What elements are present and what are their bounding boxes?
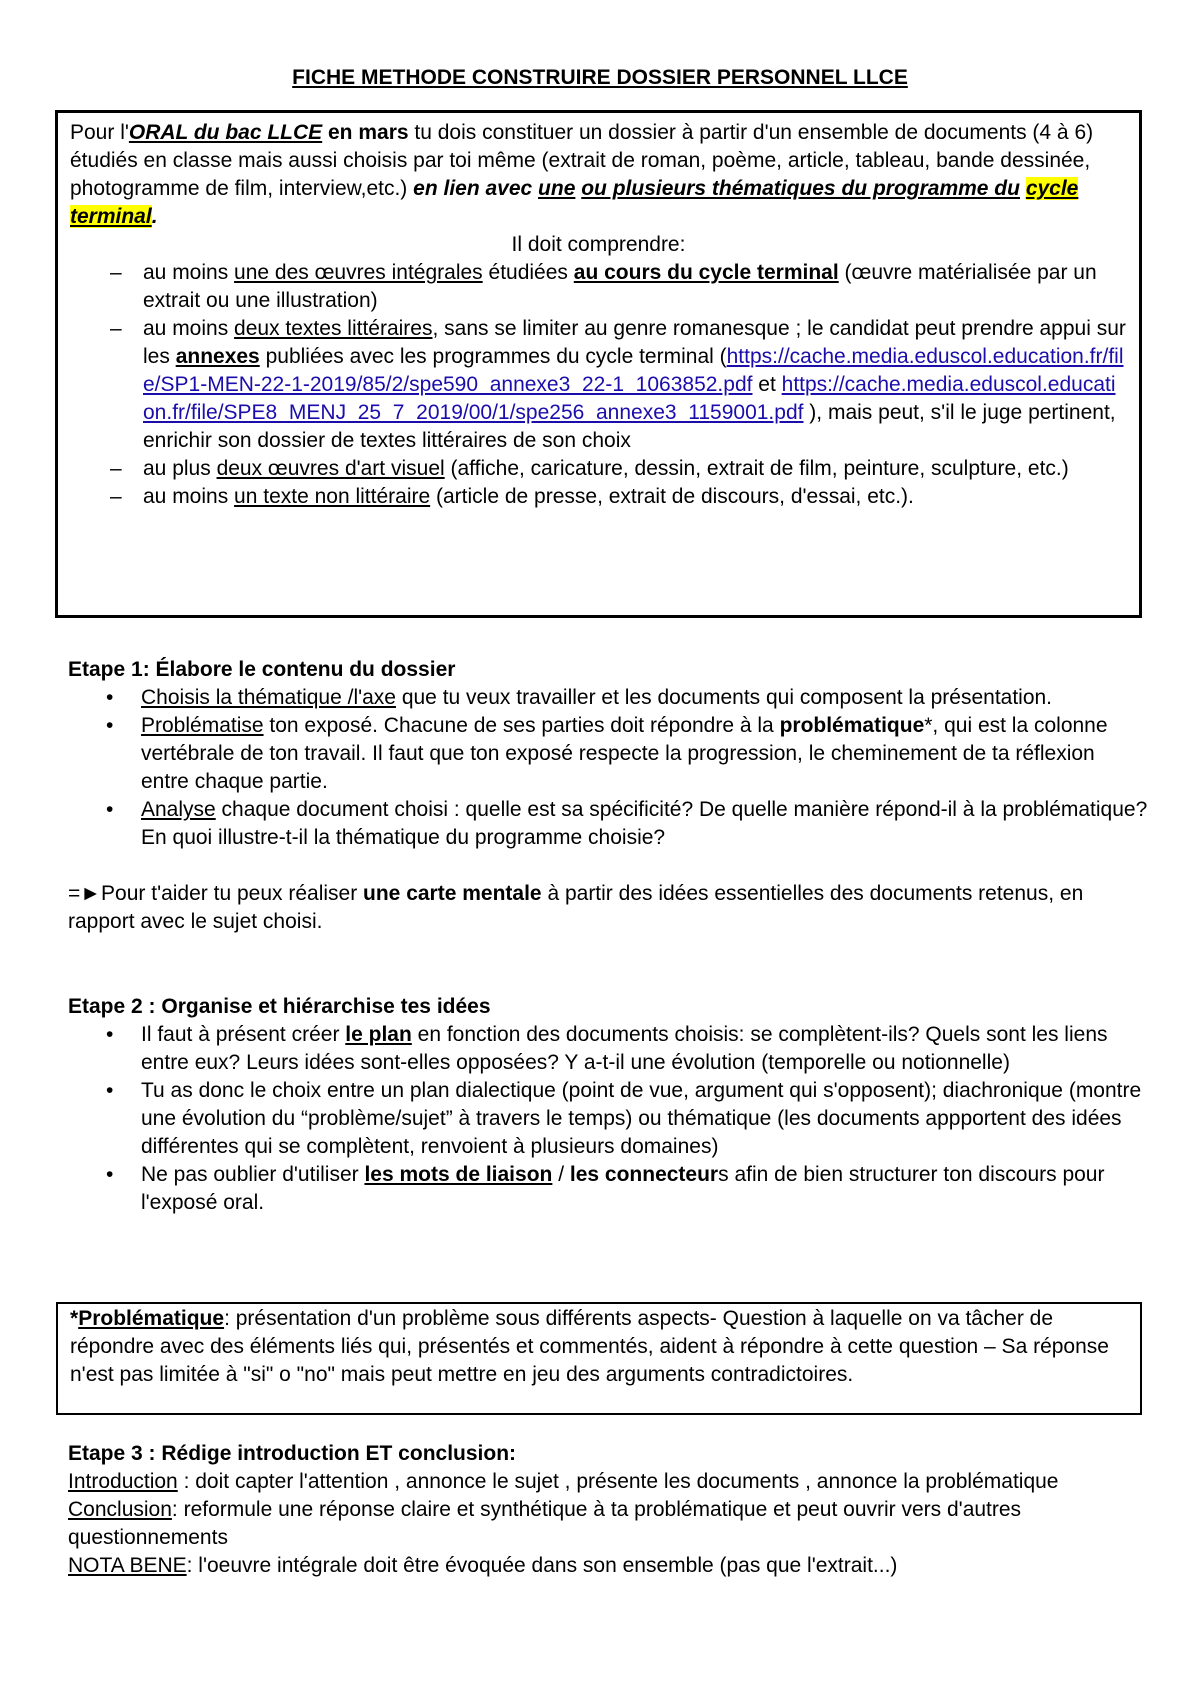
etape3-heading: Etape 3 : Rédige introduction ET conclusion: [68, 1442, 517, 1465]
underlined-text: deux textes littéraires [234, 317, 433, 340]
conclusion-line [68, 1496, 1148, 1552]
text: Tu as donc le choix entre un plan dialectique (point de vue, argument qui s'opposent); diachronique (montre une évolution du “problème/sujet” à travers le temps) ou thématique (les documents appportent des idées différentes qui se complètent, renvoient à plusieurs domaines) [141, 1079, 1142, 1158]
text [1020, 177, 1026, 200]
list-item [68, 712, 1148, 796]
bold-text: en mars [322, 121, 409, 144]
list-item [68, 1161, 1148, 1217]
text: =►Pour t'aider tu peux réaliser [68, 882, 364, 905]
underlined-text: ou plusieurs thématiques du programme du [581, 177, 1020, 200]
text: et [752, 373, 782, 396]
text: (œuvre matérialisée par un extrait ou une illustration) [143, 261, 1097, 312]
bullet-marker: • [106, 1163, 114, 1186]
underlined-text: une des œuvres intégrales [234, 261, 483, 284]
list-item [68, 1021, 1148, 1077]
etape2-section [68, 993, 1148, 1217]
list-item [70, 455, 1127, 483]
annexe-link-1[interactable]: https://cache.media.eduscol.education.fr/file/SP1-MEN-22-1-2019/85/2/spe590_annexe3_22-1_1063852.pdf [143, 345, 1124, 396]
annexe-link-2[interactable]: https://cache.media.eduscol.education.fr/file/SPE8_MENJ_25_7_2019/00/1/spe256_annexe3_1159001.pdf [143, 373, 1116, 424]
underlined-text: Introduction [68, 1470, 178, 1493]
text: : l'oeuvre intégrale doit être évoquée dans son ensemble (pas que l'extrait...) [186, 1554, 898, 1577]
list-item [68, 684, 1148, 712]
problematique-definition-box [56, 1302, 1142, 1415]
text: Il faut à présent créer [141, 1023, 346, 1046]
bold-underlined-text: les mots de liaison [364, 1163, 553, 1186]
etape2-list [68, 1021, 1148, 1217]
etape1-heading: Etape 1: Élabore le contenu du dossier [68, 658, 456, 681]
definition-paragraph [70, 1305, 1128, 1389]
text: *, qui est la colonne vertébrale de ton travail. Il faut que ton exposé respecte la progression, le cheminement de ta réflexion entre chaque partie. [141, 714, 1108, 793]
nota-bene-line [68, 1552, 1148, 1580]
etape1-list [68, 684, 1148, 852]
text: au moins [143, 261, 235, 284]
defined-term: Problématique [78, 1307, 225, 1330]
underlined-text: un texte non littéraire [234, 485, 431, 508]
text: : reformule une réponse claire et synthétique à ta problématique et peut ouvrir vers d'autres questionnements [68, 1498, 1022, 1549]
intro-paragraph [70, 119, 1127, 231]
bullet-marker: • [106, 798, 114, 821]
text: ton exposé. Chacune de ses parties doit répondre à la [263, 714, 780, 737]
text: tu dois constituer un dossier à partir d'un ensemble de documents (4 à 6) étudiés en classe mais aussi choisis par toi même (extrait de roman, poème, article, tableau, bande dessinée, photogramme de film, interview,etc.) [70, 121, 1094, 200]
bold-underlined-text: le plan [345, 1023, 412, 1046]
requirements-box [55, 110, 1142, 618]
text: (affiche, caricature, dessin, extrait de film, peinture, sculpture, etc.) [444, 457, 1069, 480]
text: s afin de bien structurer ton discours pour l'exposé oral. [141, 1163, 1105, 1214]
bullet-marker: • [106, 1023, 114, 1046]
text: chaque document choisi : quelle est sa spécificité? De quelle manière répond-il à la problématique? En quoi illustre-t-il la thématique du programme choisie? [141, 798, 1148, 849]
text: au plus [143, 457, 217, 480]
text: publiées avec les programmes du cycle terminal ( [259, 345, 727, 368]
bold-underlined-text: au cours du cycle terminal [573, 261, 839, 284]
list-item [70, 483, 1127, 511]
text: Ne pas oublier d'utiliser [141, 1163, 365, 1186]
text: : doit capter l'attention , annonce le sujet , présente les documents , annonce la problématique [177, 1470, 1059, 1493]
text: : présentation d'un problème sous différents aspects- Question à laquelle on va tâcher de répondre avec des éléments liés qui, présentés et commentés, aident à répondre à cette question – Sa réponse n'est pas limitée à "si" o "no" mais peut mettre en jeu des arguments contradictoires. [70, 1307, 1109, 1386]
text: ), mais peut, s'il le juge pertinent, enrichir son dossier de textes littéraires de son choix [143, 401, 1116, 452]
list-item [68, 1077, 1148, 1161]
oral-term: ORAL du bac LLCE [128, 121, 323, 144]
bold-text: les connecteur [569, 1163, 719, 1186]
dash-marker: – [110, 485, 122, 508]
text: au moins [143, 317, 235, 340]
bold-text: une carte mentale [363, 882, 542, 905]
underlined-text: Analyse [141, 798, 216, 821]
dash-marker: – [110, 317, 122, 340]
list-item [70, 315, 1127, 455]
text: / [552, 1163, 570, 1186]
bullet-marker: • [106, 686, 114, 709]
underlined-text: une [538, 177, 576, 200]
etape1-section [68, 656, 1148, 936]
introduction-line [68, 1468, 1148, 1496]
doit-line: Il doit comprendre: [511, 233, 686, 256]
text: (article de presse, extrait de discours, d'essai, etc.). [430, 485, 914, 508]
bold-italic-text: en lien avec [413, 177, 539, 200]
etape2-heading: Etape 2 : Organise et hiérarchise tes idées [68, 995, 491, 1018]
underlined-text: deux œuvres d'art visuel [216, 457, 445, 480]
dash-marker: – [110, 457, 122, 480]
bullet-marker: • [106, 1079, 114, 1102]
requirements-list [70, 259, 1127, 511]
underlined-text: NOTA BENE [68, 1554, 187, 1577]
text: étudiées [482, 261, 574, 284]
highlighted-term: cycle terminal [70, 177, 1079, 228]
underlined-text: Conclusion [68, 1498, 172, 1521]
text: à partir des idées essentielles des documents retenus, en rapport avec le sujet choisi. [68, 882, 1084, 933]
text: , sans se limiter au genre romanesque ; le candidat peut prendre appui sur les [143, 317, 1126, 368]
bold-text: problématique [779, 714, 925, 737]
list-item [68, 796, 1148, 852]
text: Pour l' [70, 121, 129, 144]
text: . [151, 205, 158, 228]
mind-map-tip [68, 880, 1148, 936]
underlined-text: Choisis la thématique /l'axe [141, 686, 396, 709]
text: que tu veux travailler et les documents qui composent la présentation. [395, 686, 1053, 709]
etape3-section [68, 1440, 1148, 1580]
text: au moins [143, 485, 235, 508]
list-item [70, 259, 1127, 315]
bullet-marker: • [106, 714, 114, 737]
page-title: FICHE METHODE CONSTRUIRE DOSSIER PERSONNEL LLCE [292, 66, 908, 89]
text: en fonction des documents choisis: se complètent-ils? Quels sont les liens entre eux? Leurs idées sont-elles opposées? Y a-t-il une évolution (temporelle ou notionnelle) [141, 1023, 1108, 1074]
underlined-text: Problématise [141, 714, 264, 737]
bold-underlined-text: annexes [175, 345, 260, 368]
dash-marker: – [110, 261, 122, 284]
asterisk: * [70, 1307, 79, 1330]
